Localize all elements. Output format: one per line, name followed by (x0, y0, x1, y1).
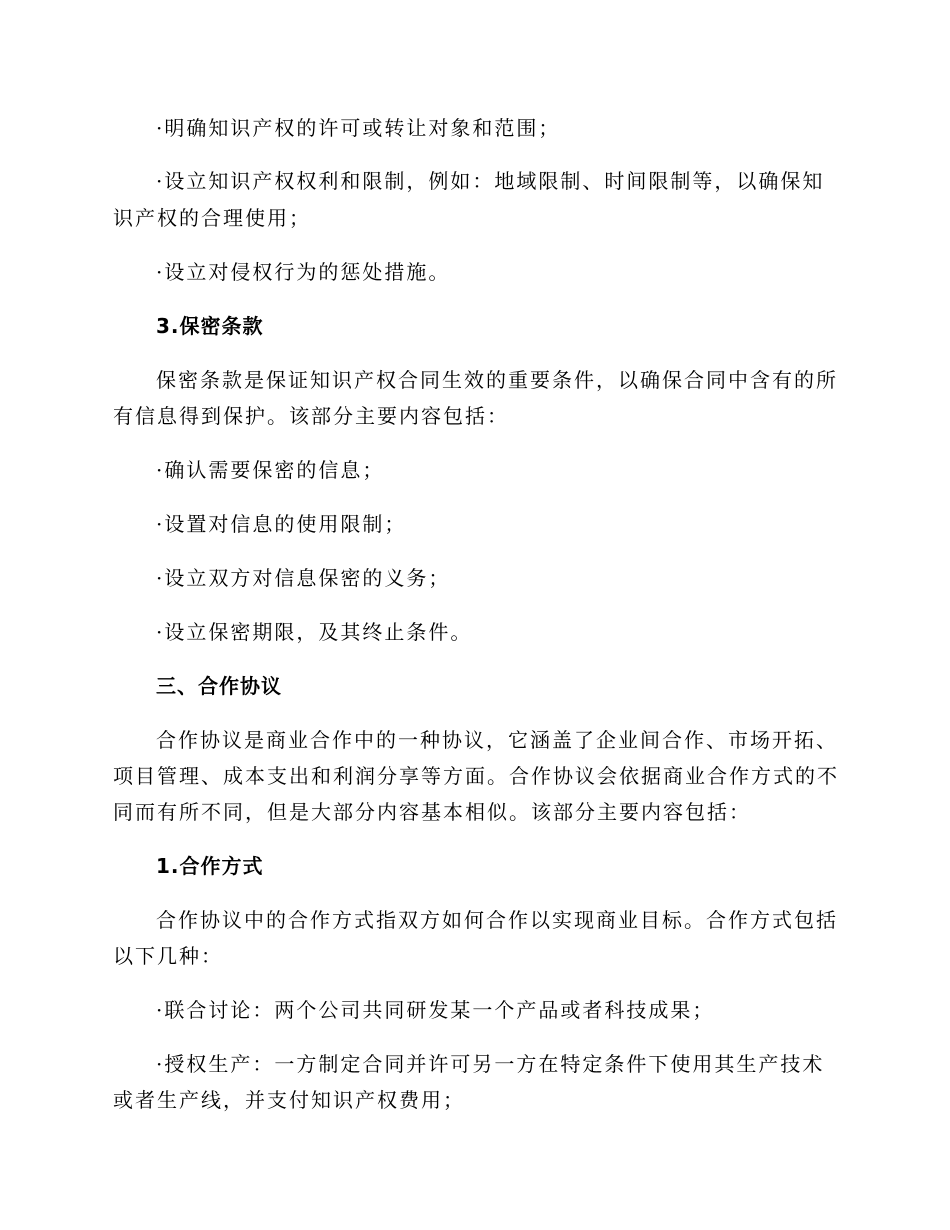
heading-cooperation-mode: 1.合作方式 (156, 854, 264, 878)
paragraph-confidentiality-line2: 有信息得到保护。该部分主要内容包括： (113, 404, 509, 428)
heading-confidentiality-clause: 3.保密条款 (156, 314, 264, 338)
paragraph-cooperation-line1: 合作协议是商业合作中的一种协议，它涵盖了企业间合作、市场开拓、 (156, 728, 838, 752)
paragraph-cooperation-line2: 项目管理、成本支出和利润分享等方面。合作协议会依据商业合作方式的不 (113, 764, 839, 788)
bullet-licensed-production-line1: ·授权生产：一方制定合同并许可另一方在特定条件下使用其生产技术 (156, 1052, 825, 1076)
bullet-ip-rights-limits-line2: 识产权的合理使用； (113, 206, 311, 230)
bullet-ip-rights-limits-line1: ·设立知识产权权利和限制，例如：地域限制、时间限制等，以确保知 (156, 169, 825, 193)
bullet-mutual-confidentiality-duty: ·设立双方对信息保密的义务； (156, 566, 451, 590)
bullet-info-usage-limits: ·设置对信息的使用限制； (156, 512, 407, 536)
bullet-confidentiality-term: ·设立保密期限，及其终止条件。 (156, 620, 473, 644)
paragraph-cooperation-mode-line2: 以下几种： (113, 944, 223, 968)
paragraph-cooperation-mode-line1: 合作协议中的合作方式指双方如何合作以实现商业目标。合作方式包括 (156, 908, 838, 932)
paragraph-cooperation-line3: 同而有所不同，但是大部分内容基本相似。该部分主要内容包括： (113, 800, 751, 824)
paragraph-confidentiality-line1: 保密条款是保证知识产权合同生效的重要条件，以确保合同中含有的所 (156, 368, 838, 392)
bullet-ip-license-scope: ·明确知识产权的许可或转让对象和范围； (156, 116, 561, 140)
bullet-joint-discussion: ·联合讨论：两个公司共同研发某一个产品或者科技成果； (156, 998, 715, 1022)
bullet-licensed-production-line2: 或者生产线，并支付知识产权费用； (113, 1088, 465, 1112)
heading-cooperation-agreement: 三、合作协议 (156, 674, 282, 698)
bullet-confirm-confidential-info: ·确认需要保密的信息； (156, 458, 385, 482)
bullet-infringement-penalty: ·设立对侵权行为的惩处措施。 (156, 260, 451, 284)
